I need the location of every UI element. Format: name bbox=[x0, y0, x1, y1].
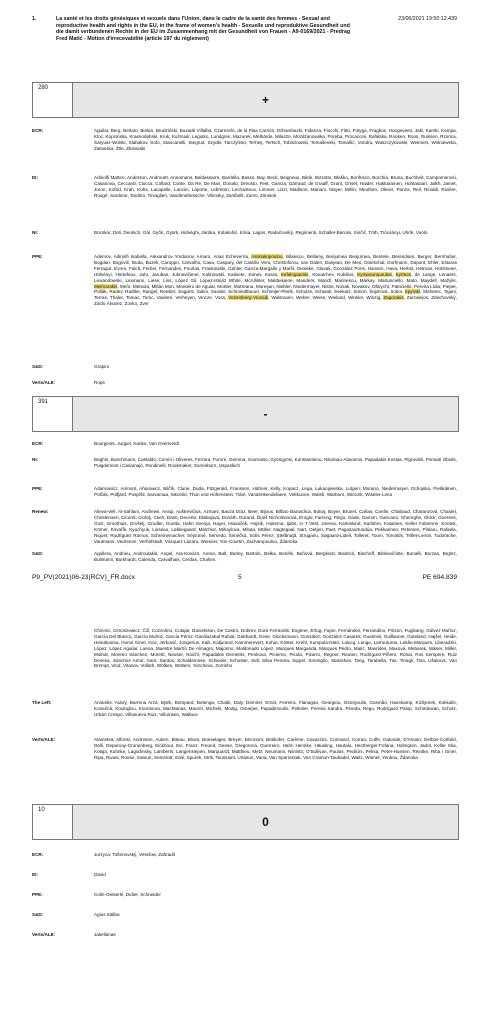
group-label: PPE: bbox=[32, 892, 43, 897]
group-id-for bbox=[32, 175, 457, 199]
page-number: 5 bbox=[238, 574, 242, 581]
member-list: Bocskor, Deli, Deutsch, Gál, Győri, Gyürk, Hidvéghi, Járóka, Kolakušić, Kósa, Lagos, Radačovský, Regimenti, Schaller-Baross, Sinčić, Tóth, Trócsányi, Uhrík, Vuolo bbox=[94, 230, 428, 235]
group-label: S&D: bbox=[32, 551, 44, 556]
vote-box-abstain bbox=[32, 804, 459, 840]
group-label: Renew: bbox=[32, 509, 49, 514]
member-list: Beghin, Buschmann, Castaldo, Comín i Oliveres, Ferrara, Furore, Gemma, Giarrusso, Gyöngyösi, Konstantinou, Nikolaou-Alavanos, Papadakis Kostas, Pignedoli, Ponsatí Obiols, Puigdemont i Casamajó, Rondinelli, Rookmaker, Sonneborn, Uspaskich bbox=[94, 457, 457, 468]
group-label: S&D: bbox=[32, 364, 44, 369]
member-list: Alametsä, Alfonsi, Andresen, Auken, Biteau, Bloss, Boeselager, Breyer, Bricmont, Bütikofer, Carême, Cavazzini, Cormand, Corrao, Cuffe, Dalunde, D'Amato, Delbos-Corfield, Delli, Deparnay-Grunenberg, Eickhout, Evi, Franz, Freund, Geese, Gregorová, Guerreiro, Hahn Henrike, Häusling, Hautala, Herzberger-Fofana, Holmgren, Jadot, Keller Ska, Kolaja, Kuhnke, Lagodinsky, Lamberts, Langensiepen, Marquardt, Matthieu, Metz, Neumann, Niinistö, O'Sullivan, Paulus, Pedicini, Peksa, Peter-Hansen, Reintke, Riba i Giner, Ripa, Rivasi, Roose, Satouri, Semsrott, Solé, Spurek, Strik, Toussaint, Urtasun, Vana, Van Sparrentak, Von Cramon-Taubadel, Waitz, Wiener, Yenbou, Ždanoka bbox=[94, 737, 457, 760]
member-list: Adamowicz, Arimont, Ařukowicz, Bilčík, Clune, Duda, Fitzgerald, Franssen, Hübner, Kelly, Kopacz, Lega, Łukacijewska, Lutgen, Morano, Niedermayer, Ochojska, Pietikäinen, Polčák, Polfjärd, Pospíšil, Sarvamaa, Sikorski, Thun und Hohenstein, Tobé, Vandenkendelaere, Virkkunen, Walsh, Warborn, Wieczik, Wiseler-Lima bbox=[94, 486, 457, 497]
member-list: David bbox=[94, 872, 106, 877]
member-list: Alieva-Veli, Al-Sahlani, Andrews, Ansip, Auštrevičius, Azmani, Bauzá Díaz, Beer, Bijoux, Bilbao Barandica, Botoş, Boyer, Brunet, Cañas, Canfin, Chabaud, Charanzová, Chastel, Christensen, Cicurel, Cioloş, Cseh, Danti, Decerle, Dlabajová, Donáth, Durand, Ďuriš Nicholsonová, Eroglu, Farreng, Flego, Gade, Gamon, Garicano, Gheorghe, Glück, Goerens, Gozi, Groothuis, Grošelj, Grudler, Guetta, Hahn Svenja, Hayer, Hlaváček, Hojsík, Huitema, Ijabs, in 't Veld, Joveva, Karleskind, Karlsbro, Katainen, Keller Fabienne, Knotek, Körner, Kovařík, Kyuchyuk, Loiseau, Løkkegaard, Melchior, Mihaylova, Mituța, Müller, Nagtegaal, Nart, Oetjen, Paet, Pagazaurtundúa, Pekkarinen, Petersen, Pîslaru, Rafaela, Riquet, Rodríguez Ramos, Schreinemacher, Séjourné, Semedo, Šimečka, Solís Pérez, Ştefănuţă, Strugariu, Søgaard-Lidell, Tolleret, Toom, Torvalds, Trillet-Lenoir, Tudorache, Vautmans, Vedrenne, Verhofstadt, Vázquez Lázara, Wiesner, Yon-Courtin, Zacharopoulou, Ždanoka bbox=[94, 509, 457, 544]
vote-result-symbol: + bbox=[261, 93, 269, 107]
member-list: Jakeliūnas bbox=[94, 932, 116, 937]
group-renew-against bbox=[32, 509, 457, 544]
vote-box-for bbox=[32, 82, 459, 118]
vote-datetime: 23/06/2021 19:50:12.439 bbox=[398, 16, 457, 22]
group-sd-for bbox=[32, 364, 457, 370]
highlighted-name: Kyrtsos bbox=[395, 271, 411, 277]
vote-count: 10 bbox=[33, 805, 73, 839]
item-number: 1. bbox=[32, 16, 37, 22]
group-label: ID: bbox=[32, 175, 39, 180]
member-list: Colin-Oesterlé, Didier, Schneider bbox=[94, 892, 161, 897]
member-list: Bourgeois, Jurgiel, Kanko, Van Overtveldt bbox=[94, 441, 179, 446]
member-list: Arvanitis, Aubry, Barrena Arza, Björk, Bompard, Botenga, Chaibi, Daly, Demirel, Ernst, Ferreira, Flanagan, Georgiou, Georgoulis, Gusmão, Hazekamp, Kizilyürek, Kokkalis, Konečná, Kouloglou, Kountoura, MacManus, Maurel, Michels, Modig, Omarjee, Papadimoulis, Pelletier, Pereira Sandra, Pineda, Rego, Rodríguez Palop, Schirdewan, Scholz, Urbán Crespo, Villanueva Ruiz, Villumsen, Wallace bbox=[94, 700, 457, 717]
highlighted-name: Kefalogiannis bbox=[280, 271, 309, 277]
group-ni-against bbox=[32, 457, 457, 469]
group-left-against bbox=[32, 700, 457, 718]
group-ecr-for bbox=[32, 128, 457, 152]
group-ppe-for bbox=[32, 254, 457, 307]
group-label: S&D: bbox=[32, 912, 44, 917]
group-ppe-abstain bbox=[32, 892, 457, 898]
vote-count: 391 bbox=[33, 397, 73, 431]
member-list: Adinolfi Matteo, Anderson, Androuët, Annemans, Baldassarre, Bardella, Basso, Bay, Beck, Beigneux, Bilde, Bizzotto, Blaško, Bonfrisco, Borchia, Bruna, Buchheit, Campomenosi, Casanova, Ceccardi, Ciocca, Collard, Conte, Da Re, De Man, Donato, Dreosto, Fest, Gancia, Garraud, de Graaff, Grant, Griset, Haider, Hakkarainen, Huhtasaari, Jalkh, Jamet, Joron, Kofod, Krah, Kuhs, Lacapelle, Lancini, Laporte, Lebreton, Lechanteux, Limmer, Lizzi, Madison, Mariani, Mayer, Mélin, Meuthen, Olivier, Panza, Reil, Rinaldi, Rivière, Rougé, Sardone, Tardino, Tovaglieri, Vandendriessche, Vilimsky, Zambelli, Zanni, Zimniok bbox=[94, 175, 457, 198]
highlighted-name: Spyraki bbox=[404, 289, 420, 295]
highlighted-name: Zagorakis bbox=[383, 295, 404, 301]
group-label: Verts/ALE: bbox=[32, 932, 56, 937]
group-ecr-abstain bbox=[32, 852, 457, 858]
group-sd-against-cont bbox=[32, 628, 457, 669]
group-label: NI: bbox=[32, 457, 39, 462]
member-list: Agius Saliba bbox=[94, 912, 120, 917]
member-list: Jurzyca, Tošenovský, Veselow, Zahradil bbox=[94, 852, 175, 857]
group-label: PPE: bbox=[32, 254, 43, 259]
group-verts-for bbox=[32, 380, 457, 386]
member-list: Chinnici, Cimoszewicz, Čiž, Cozzolino, Cutajar, Danielsson, De Castro, Dobrev, Durá Ferrandis, Engerer, Ertug, Fajon, Fernández, Ferrandino, Fritzon, Fuglsang, Gálvez Muñoz, García Del Blanco, García Muñoz, García Pérez, Gardiazabal Rubial, Gebhardt, Geier, Glucksmann, González, González Casares, Gualmini, Guillaume, Guteland, Hajšel, Heide, Heinäluoma, Homs Ginel, Incir, Jerković, Jongerius, Kaili, Kaljurand, Kammerevert, Kohut, Köster, Krehl, Kumpula-Natri, Lalucq, Lange, Larrouturou, Leitão-Marques, Liberadzki, López, López Aguilar, Luena, Maestre Martín De Almagro, Majorino, Maldonado López, Marques Margarida, Marques Pedro, Matić, Mavrides, Maxová, Mebarek, Mikser, Miller, Molnár, Moreno Sánchez, Moretti, Neuser, Noichl, Papadakis Demetris, Penkova, Picierno, Picula, Pizarro, Regner, Reuten, Rodríguez-Piñero, Rónai, Ros Sempere, Ruiz Devesa, Sánchez Amor, Sant, Santos, Schaldemose, Schieder, Schuster, Sidl, Silva Pereira, Sippel, Smeriglio, Stanishev, Tang, Tarabella, Tax, Tinagli, Toia, Ušakovs, Van Brempt, Vind, Vitanov, Vollath, Wölken, Wolters, Yoncheva, Zorrinho bbox=[94, 628, 457, 669]
member-list: Grapini bbox=[94, 364, 109, 369]
group-ecr-against bbox=[32, 441, 457, 447]
group-ppe-against bbox=[32, 486, 457, 498]
group-label: ECR: bbox=[32, 128, 44, 133]
doc-reference: PE 694.839 bbox=[422, 574, 457, 581]
highlighted-name: Kympouropoulos bbox=[357, 271, 392, 277]
highlighted-name: Vozemberg-Vrionidi bbox=[228, 295, 269, 301]
group-label: ID: bbox=[32, 872, 39, 877]
member-list: Ropė bbox=[94, 380, 105, 385]
group-verts-abstain bbox=[32, 932, 457, 938]
member-list: Agullera, Andrieu, Androulakis, Angel, Ara-Kovács, Arena, Balt, Barley, Bartolo, Belka, Benifei, Beňová, Bergkvist, Biedroń, Bischoff, Blinkevičiūtė, Bonafè, Borzan, Brglez, Bullmann, Burkhardt, Calenda, Carvalhais, Cerdas, Chahim, bbox=[94, 551, 457, 562]
group-label: NI: bbox=[32, 230, 39, 235]
group-label: ECR: bbox=[32, 441, 44, 446]
group-label: Verts/ALE: bbox=[32, 737, 56, 742]
group-verts-against bbox=[32, 737, 457, 761]
vote-count: 280 bbox=[33, 83, 73, 117]
vote-header bbox=[32, 16, 457, 42]
vote-result-symbol: - bbox=[263, 407, 268, 421]
member-list: Aguilar, Berg, Berlato, Bielan, Brudziński, Buxadé Villalba, Czarnecki, de la Pisa Carrión, Dzhambazki, Fidanza, Fiocchi, Fitto, Fotyga, Fragkos, Hoogeveen, Jaki, Karski, Kempa, Kloc, Kopcińska, Krasnodębski, Kruk, Kuźmiuk, Legutko, Lundgren, Mazurek, Melbārde, Milazzo, Możdżanowska, Poręba, Procaccini, Rafalska, Rooken, Roos, Ruissen, Rzońca, Saryusz-Wolski, Slabakov, Sofo, Stancanelli, Stegrud, Szydło, Tarczyński, Terheş, Tertsch, Tobiszowski, Tomaševski, Tomašić, Vondra, Waszczykowski, Weimers, Wiśniewska, Zalewska, Žīle, Złotowski bbox=[94, 128, 457, 151]
group-label: ECR: bbox=[32, 852, 44, 857]
group-id-abstain bbox=[32, 872, 457, 878]
group-ni-for bbox=[32, 230, 457, 236]
highlighted-name: Asimakopoulou bbox=[251, 254, 283, 259]
group-sd-abstain bbox=[32, 912, 457, 918]
group-label: PPE: bbox=[32, 486, 43, 491]
group-label: The Left: bbox=[32, 700, 52, 705]
member-list: Ademov, Adinolfi Isabella, Alexandrov Yordanov, Amaro, Arias Echeverría, Asimakopoulou, Băsescu, Bellamy, Benjumea Benjumea, Bentele, Berendsen, Berger, Bernhuber, Bogdan, Bogovič, Buda, Buzek, Caroppo, Carvalho, Casa, Caspary, del Castillo Vera, Christoforou, van Dalen, Danjean, De Meo, Doleschal, Dorfmann, Düpont, Ehler, Estaras Ferragut, Evren, Falcă, Ferber, Fernandes, Fourlas, Frankowski, Gahler, García-Margallo y Marfil, Gieseke, Glavak, González Pons, Hansen, Hava, Herbst, Hetman, Hohlmeier, Hölvényi, Hortefeux, Jahr, Jarubas, Juknevičienė, Kalinowski, Kalniete, Kanev, Karas, Kefalogiannis, Kovatchev, Kubilius, Kympouropoulos, Kyrtsos, de Lange, Lenaers, Lewandowski, Lexmann, Liese, Lins, López Gil, López-Istúriz White, McAllister, Maldeikienė, Manders, Mandl, Marinescu, Markey, Martusciello, Mato, Maydell, Mažylis, Meimarakis, Meľo, Metsola, Millán Mon, Monteiro de Aguiar, Mortler, Motreanu, Mureşan, Niebler, Niedermayer, Nistor, Novak, Novakov, Olbrycht, Patriciello, Pereira Lídia, Pieper, Pollák, Radev, Radtke, Rangel, Ressler, Sagartz, Salini, Sander, Schmiedtbauer, Schreijer-Pierik, Schulze, Schwab, Seekatz, Simon, Šojdrová, Sokol, Spyraki, Stefanec, Tajani, Terras, Thaler, Tomac, Tomc, Vaidere, Verheyen, Vincze, Voss, Vozemberg-Vrionidi, Walsmann, Weber, Weiss, Wieland, Winkler, Winzig, Zagorakis, Zarzalejos, Zdechovský, Zoido Álvarez, Zovko, Zver bbox=[94, 254, 458, 307]
vote-result-symbol: 0 bbox=[262, 815, 269, 829]
vote-box-against bbox=[32, 396, 459, 432]
doc-name: P9_PV(2021)06-23(RCV)_FR.docx bbox=[32, 574, 135, 581]
group-sd-against bbox=[32, 551, 457, 563]
item-title: La santé et les droits génésiques et sexuels dans l'Union, dans le cadre de la santé des femmes - Sexual and reproductive health and rights in the EU, in the frame of women's health - Sexuelle und reproduktive Gesundheit und die damit verbundenen Rechte in der EU im Zusammenhang mit der Gesundheit von Frauen - A9-0169/2021 - Predrag Fred Matić - Motion d'irrecevabilité (article 197 du règlement) bbox=[56, 16, 351, 42]
highlighted-name: Meimarakis bbox=[94, 283, 118, 289]
group-label: Verts/ALE: bbox=[32, 380, 56, 385]
